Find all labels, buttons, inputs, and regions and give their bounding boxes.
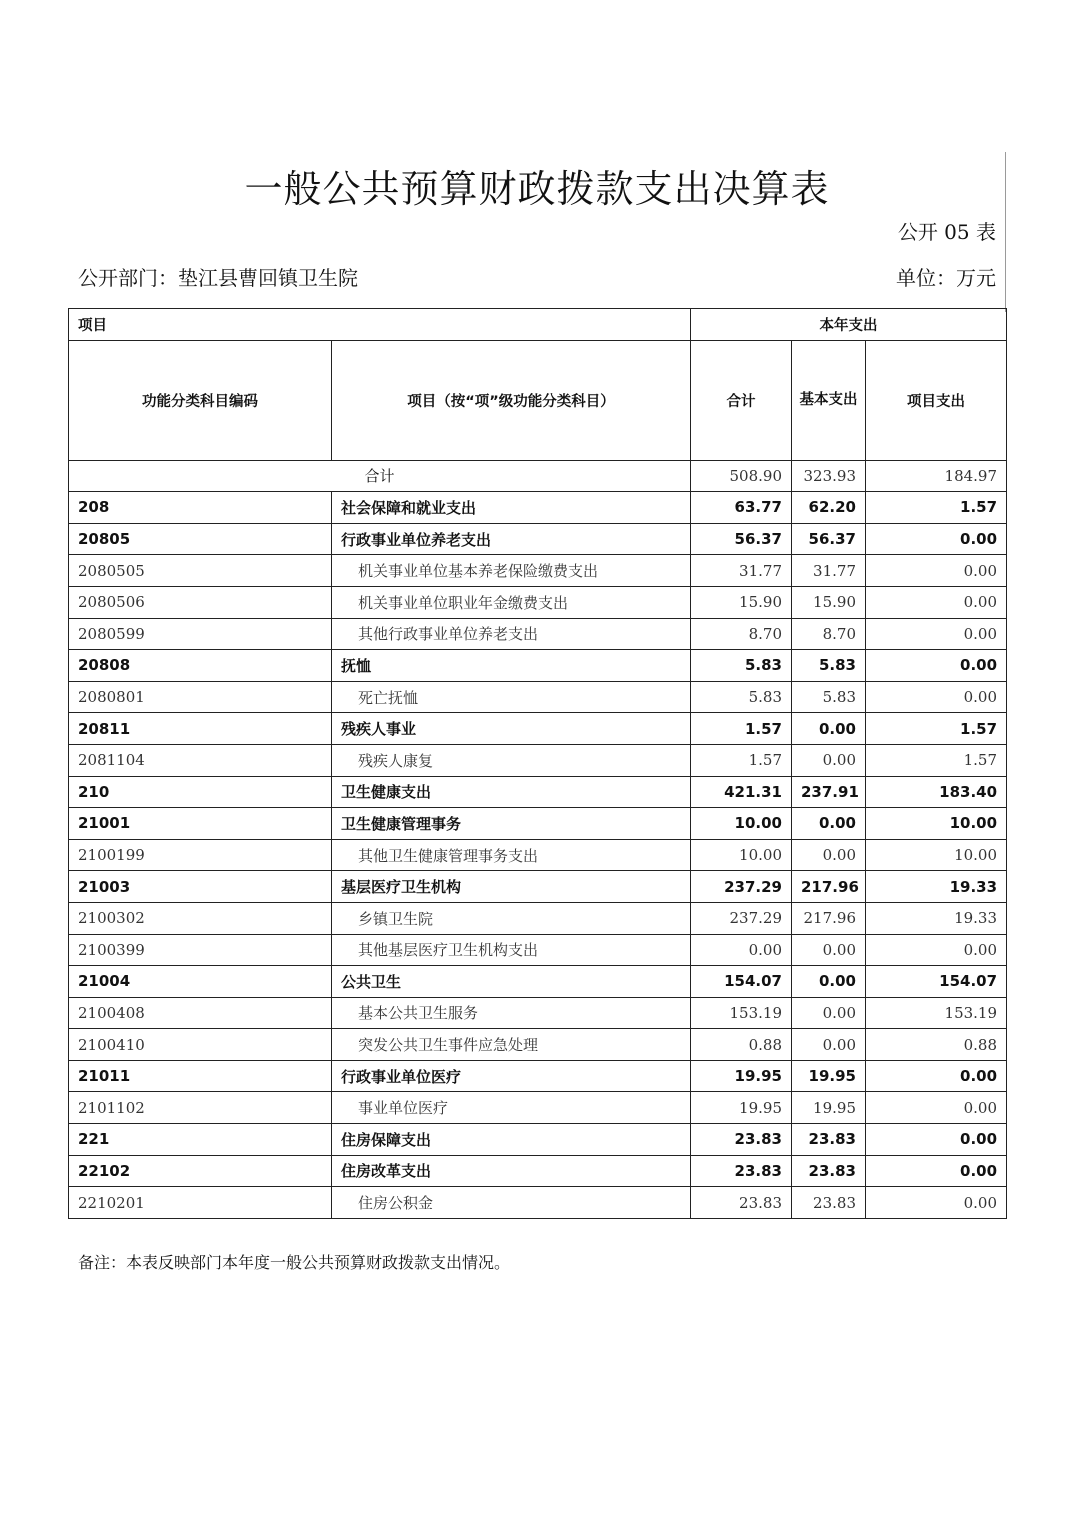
- department-label: 公开部门：垫江县曹回镇卫生院: [78, 266, 358, 290]
- row-basic: 5.83: [792, 650, 866, 682]
- row-total: 15.90: [691, 586, 792, 618]
- row-basic: 217.96: [792, 902, 866, 934]
- table-row: [69, 776, 1007, 808]
- row-code: 210: [69, 776, 332, 808]
- row-basic: 0.00: [792, 713, 866, 745]
- header-total: 合计: [691, 340, 792, 460]
- footnote: 备注：本表反映部门本年度一般公共预算财政拨款支出情况。: [78, 1253, 511, 1272]
- header-row-2: [69, 340, 1007, 460]
- header-year-expenditure: 本年支出: [691, 309, 1007, 341]
- total-label: 合计: [69, 460, 691, 492]
- row-basic: 0.00: [792, 839, 866, 871]
- row-name: 公共卫生: [332, 966, 691, 998]
- row-name: 抚恤: [332, 650, 691, 682]
- row-project: 19.33: [866, 902, 1007, 934]
- table-row: [69, 1029, 1007, 1061]
- total-total: 508.90: [691, 460, 792, 492]
- row-basic: 19.95: [792, 1092, 866, 1124]
- row-basic: 5.83: [792, 681, 866, 713]
- header-name: 项目（按“项”级功能分类科目）: [332, 340, 691, 460]
- unit-label: 单位：万元: [896, 266, 996, 290]
- table-row: [69, 618, 1007, 650]
- row-project: 183.40: [866, 776, 1007, 808]
- row-total: 23.83: [691, 1124, 792, 1156]
- table-row: [69, 808, 1007, 840]
- row-name: 住房保障支出: [332, 1124, 691, 1156]
- header-project: 项目支出: [866, 340, 1007, 460]
- table-row: [69, 839, 1007, 871]
- row-code: 221: [69, 1124, 332, 1156]
- row-name: 卫生健康管理事务: [332, 808, 691, 840]
- row-total: 5.83: [691, 650, 792, 682]
- row-project: 19.33: [866, 871, 1007, 903]
- row-code: 208: [69, 492, 332, 524]
- row-project: 0.00: [866, 681, 1007, 713]
- row-project: 0.00: [866, 1155, 1007, 1187]
- row-name: 社会保障和就业支出: [332, 492, 691, 524]
- row-total: 237.29: [691, 902, 792, 934]
- row-project: 10.00: [866, 839, 1007, 871]
- row-code: 2080599: [69, 618, 332, 650]
- row-project: 0.00: [866, 1124, 1007, 1156]
- table-row: [69, 744, 1007, 776]
- expenditure-table: [68, 308, 1007, 1219]
- row-project: 0.00: [866, 523, 1007, 555]
- form-number: 公开 05 表: [897, 220, 996, 244]
- row-total: 237.29: [691, 871, 792, 903]
- row-project: 153.19: [866, 997, 1007, 1029]
- row-basic: 217.96: [792, 871, 866, 903]
- row-total: 31.77: [691, 555, 792, 587]
- row-name: 其他卫生健康管理事务支出: [332, 839, 691, 871]
- total-project: 184.97: [866, 460, 1007, 492]
- row-basic: 8.70: [792, 618, 866, 650]
- row-project: 0.00: [866, 1092, 1007, 1124]
- row-basic: 15.90: [792, 586, 866, 618]
- table-row: [69, 555, 1007, 587]
- row-code: 20805: [69, 523, 332, 555]
- row-project: 0.00: [866, 1187, 1007, 1219]
- row-project: 0.00: [866, 586, 1007, 618]
- row-basic: 0.00: [792, 934, 866, 966]
- row-basic: 56.37: [792, 523, 866, 555]
- row-project: 0.00: [866, 650, 1007, 682]
- row-project: 0.00: [866, 618, 1007, 650]
- row-total: 0.88: [691, 1029, 792, 1061]
- row-name: 突发公共卫生事件应急处理: [332, 1029, 691, 1061]
- row-project: 0.88: [866, 1029, 1007, 1061]
- row-basic: 23.83: [792, 1155, 866, 1187]
- row-total: 10.00: [691, 839, 792, 871]
- table-row: [69, 966, 1007, 998]
- header-basic: 基本支出: [792, 340, 866, 460]
- row-name: 卫生健康支出: [332, 776, 691, 808]
- table-row: [69, 586, 1007, 618]
- row-name: 乡镇卫生院: [332, 902, 691, 934]
- row-code: 2080505: [69, 555, 332, 587]
- row-code: 2080506: [69, 586, 332, 618]
- row-basic: 19.95: [792, 1060, 866, 1092]
- row-total: 153.19: [691, 997, 792, 1029]
- row-project: 1.57: [866, 713, 1007, 745]
- row-total: 23.83: [691, 1155, 792, 1187]
- header-code: 功能分类科目编码: [69, 340, 332, 460]
- row-basic: 23.83: [792, 1124, 866, 1156]
- row-name: 住房改革支出: [332, 1155, 691, 1187]
- row-name: 基层医疗卫生机构: [332, 871, 691, 903]
- row-basic: 0.00: [792, 744, 866, 776]
- row-basic: 0.00: [792, 808, 866, 840]
- table-row: [69, 902, 1007, 934]
- row-total: 421.31: [691, 776, 792, 808]
- table-row: [69, 934, 1007, 966]
- row-project: 0.00: [866, 934, 1007, 966]
- page-title: 一般公共预算财政拨款支出决算表: [244, 167, 830, 211]
- row-basic: 0.00: [792, 1029, 866, 1061]
- row-name: 死亡抚恤: [332, 681, 691, 713]
- row-total: 1.57: [691, 713, 792, 745]
- header-item: 项目: [69, 309, 691, 341]
- row-project: 1.57: [866, 492, 1007, 524]
- table-row: [69, 1187, 1007, 1219]
- row-project: 154.07: [866, 966, 1007, 998]
- row-basic: 23.83: [792, 1187, 866, 1219]
- table-row: [69, 650, 1007, 682]
- row-total: 56.37: [691, 523, 792, 555]
- row-code: 21001: [69, 808, 332, 840]
- row-total: 10.00: [691, 808, 792, 840]
- row-code: 2100399: [69, 934, 332, 966]
- row-code: 21011: [69, 1060, 332, 1092]
- row-code: 2080801: [69, 681, 332, 713]
- row-total: 5.83: [691, 681, 792, 713]
- row-project: 0.00: [866, 1060, 1007, 1092]
- row-total: 19.95: [691, 1060, 792, 1092]
- table-row: [69, 492, 1007, 524]
- row-code: 2210201: [69, 1187, 332, 1219]
- table-row: [69, 1060, 1007, 1092]
- row-code: 20808: [69, 650, 332, 682]
- row-code: 2100410: [69, 1029, 332, 1061]
- table-row: [69, 713, 1007, 745]
- row-project: 1.57: [866, 744, 1007, 776]
- row-name: 住房公积金: [332, 1187, 691, 1219]
- table-row: [69, 1155, 1007, 1187]
- row-name: 机关事业单位职业年金缴费支出: [332, 586, 691, 618]
- row-code: 21004: [69, 966, 332, 998]
- row-total: 19.95: [691, 1092, 792, 1124]
- row-name: 机关事业单位基本养老保险缴费支出: [332, 555, 691, 587]
- row-total: 154.07: [691, 966, 792, 998]
- table-row: [69, 523, 1007, 555]
- row-basic: 0.00: [792, 966, 866, 998]
- table-row: [69, 997, 1007, 1029]
- row-code: 21003: [69, 871, 332, 903]
- row-code: 2101102: [69, 1092, 332, 1124]
- row-name: 事业单位医疗: [332, 1092, 691, 1124]
- row-basic: 62.20: [792, 492, 866, 524]
- row-name: 其他行政事业单位养老支出: [332, 618, 691, 650]
- row-code: 2081104: [69, 744, 332, 776]
- row-code: 2100408: [69, 997, 332, 1029]
- row-name: 行政事业单位医疗: [332, 1060, 691, 1092]
- row-name: 基本公共卫生服务: [332, 997, 691, 1029]
- row-code: 22102: [69, 1155, 332, 1187]
- row-code: 2100199: [69, 839, 332, 871]
- row-project: 0.00: [866, 555, 1007, 587]
- row-code: 20811: [69, 713, 332, 745]
- row-total: 1.57: [691, 744, 792, 776]
- row-basic: 237.91: [792, 776, 866, 808]
- row-name: 其他基层医疗卫生机构支出: [332, 934, 691, 966]
- row-name: 残疾人事业: [332, 713, 691, 745]
- table-row: [69, 681, 1007, 713]
- row-total: 23.83: [691, 1187, 792, 1219]
- row-total: 0.00: [691, 934, 792, 966]
- header-row-1: [69, 309, 1007, 341]
- row-code: 2100302: [69, 902, 332, 934]
- row-project: 10.00: [866, 808, 1007, 840]
- row-total: 8.70: [691, 618, 792, 650]
- row-basic: 0.00: [792, 997, 866, 1029]
- total-row: [69, 460, 1007, 492]
- row-name: 残疾人康复: [332, 744, 691, 776]
- table-row: [69, 1092, 1007, 1124]
- table-row: [69, 871, 1007, 903]
- row-total: 63.77: [691, 492, 792, 524]
- row-name: 行政事业单位养老支出: [332, 523, 691, 555]
- table-row: [69, 1124, 1007, 1156]
- row-basic: 31.77: [792, 555, 866, 587]
- total-basic: 323.93: [792, 460, 866, 492]
